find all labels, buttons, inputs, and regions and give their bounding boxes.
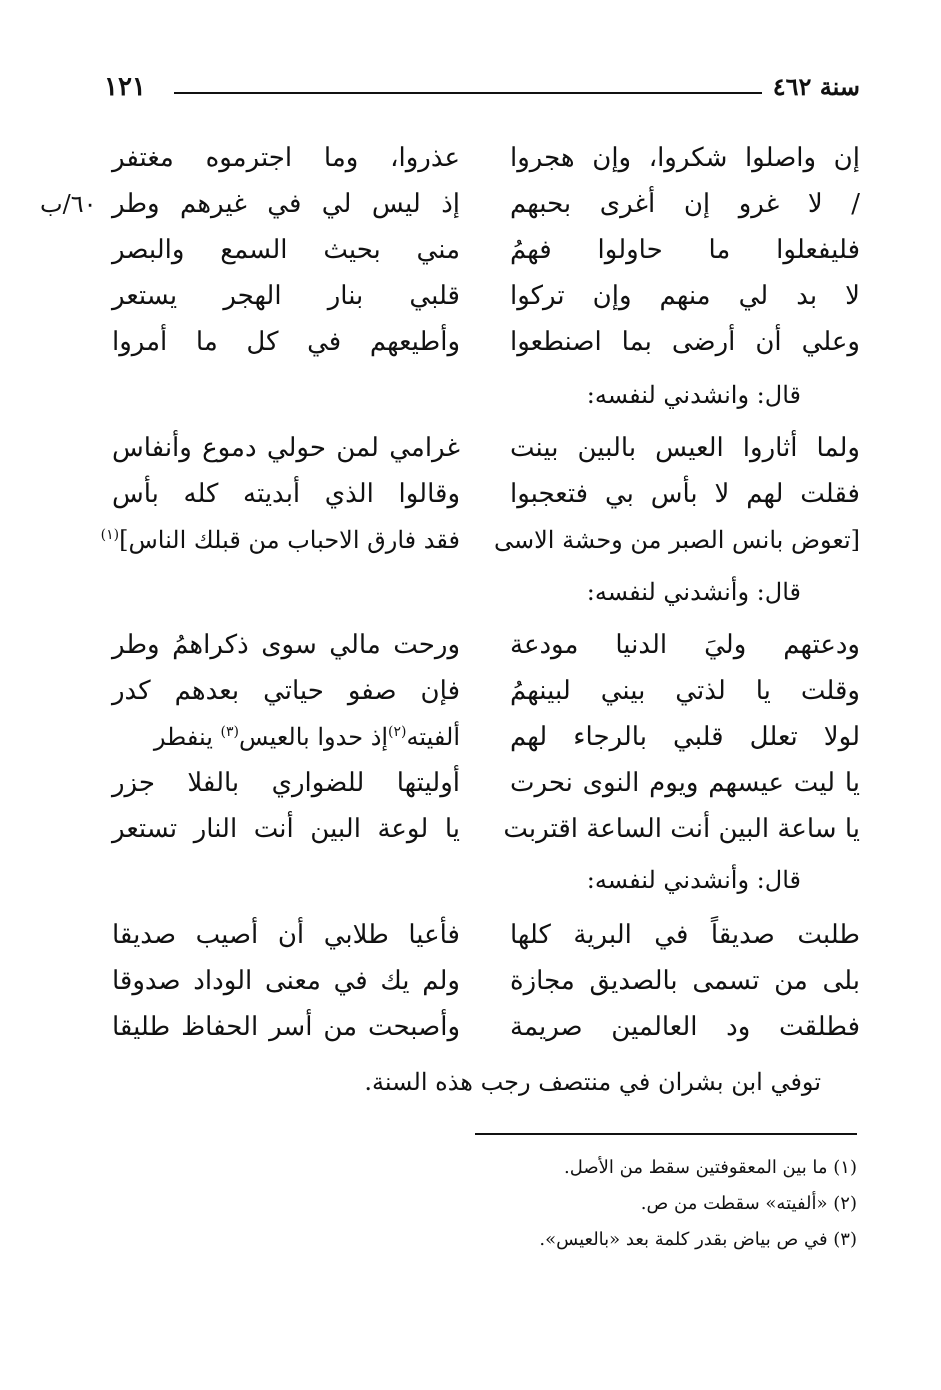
verse (40, 471, 870, 517)
hemistich-second (112, 714, 460, 760)
verse (40, 181, 870, 227)
hemistich-first: وقلت يا لذتي بيني لبينهمُ (510, 676, 860, 706)
verse (40, 319, 870, 365)
hemistich-first: فطلقت ود العالمين صريمة (510, 1012, 860, 1042)
hemistich-second: قلبي بنار الهجر يستعر (112, 281, 460, 311)
hemistich-second: ولم يك في معنى الوداد صدوقا (112, 966, 460, 996)
footnote-ref: (٣) (220, 724, 240, 740)
hemistich-second: إذ ليس لي في غيرهم وطر (112, 189, 460, 219)
hemistich-second: يا لوعة البين أنت النار تستعر (112, 814, 460, 844)
header-rule (174, 92, 762, 94)
hemistich-text: فقد فارق الاحباب من قبلك الناس] (119, 526, 460, 554)
verse (40, 273, 870, 319)
footnote-ref: (١) (100, 527, 120, 543)
hemistich-first: وعلي أن أرضى بما اصنطعوا (510, 327, 860, 357)
verse (40, 622, 870, 668)
hemistich-second: أوليتها للضواري بالفلا جزر (112, 768, 460, 798)
hemistich-first: إن واصلوا شكروا، وإن هجروا (510, 143, 860, 173)
hemistich-second: وأصبحت من أسر الحفاظ طليقا (112, 1012, 460, 1042)
closing-sentence: توفي ابن بشران في منتصف رجب هذه السنة. (364, 1068, 821, 1096)
hemistich-second: ورحت مالي سوى ذكراهمُ وطر (112, 630, 460, 660)
hemistich-second: غرامي لمن حولي دموع وأنفاس (112, 433, 460, 463)
hemistich-first: فليفعلوا ما حاولوا فهمُ (510, 235, 860, 265)
footnote: (١) ما بين المعقوفتين سقط من الأصل. (564, 1157, 857, 1178)
verse (40, 1004, 870, 1050)
hemistich-first: يا ساعة البين أنت الساعة اقتربت (503, 814, 860, 844)
hemistich-second: عذروا، وما اجترموه مغتفر (112, 143, 460, 173)
page-number: ١٢١ (104, 72, 146, 102)
footnotes (539, 1150, 857, 1258)
hemistich-first: لا بد لي منهم وإن تركوا (510, 281, 860, 311)
poem-3 (40, 622, 870, 852)
hemistich-text: ألفيته (406, 723, 460, 751)
footnote-ref: (٢) (388, 724, 407, 740)
hemistich-second: فإن صفو حياتي بعدهم كدر (112, 676, 460, 706)
verse (40, 227, 870, 273)
poem-intro: قال: وأنشدني لنفسه: (586, 866, 801, 894)
verse (40, 668, 870, 714)
verse (40, 760, 870, 806)
header-year: سنة ٤٦٢ (772, 72, 860, 101)
footnote: (٣) في ص بياض بقدر كلمة بعد «بالعيس». (539, 1229, 857, 1250)
verse (40, 135, 870, 181)
hemistich-first: [تعوض بانس الصبر من وحشة الاسى (493, 526, 860, 554)
poem-intro: قال: وانشدني لنفسه: (586, 381, 801, 409)
hemistich-first: بلى من تسمى بالصديق مجازة (510, 966, 860, 996)
footnote-rule (475, 1133, 857, 1135)
hemistich-second: مني بحيث السمع والبصر (112, 235, 460, 265)
hemistich-first: ولما أثاروا العيس بالبين بينت (510, 433, 860, 463)
hemistich-text: ينفطر (153, 723, 221, 751)
verse (40, 425, 870, 471)
hemistich-first: / لا غرو إن أغرى بحبهم (510, 189, 860, 219)
hemistich-first: فقلت لهم لا بأس بي فتعجبوا (510, 479, 860, 509)
hemistich-first: لولا تعلل قلبي بالرجاء لهم (510, 722, 860, 752)
poem-1 (40, 135, 870, 365)
poem-intro: قال: وأنشدني لنفسه: (586, 578, 801, 606)
hemistich-first: ودعتهم وليَ الدنيا مودعة (510, 630, 860, 660)
hemistich-first: طلبت صديقاً في البرية كلها (510, 920, 860, 950)
margin-folio-note: ٦٠/ب (40, 190, 97, 218)
page-header (104, 72, 860, 112)
verse (40, 958, 870, 1004)
poem-2 (40, 425, 870, 563)
hemistich-second (100, 517, 460, 563)
poem-4 (40, 912, 870, 1050)
verse (40, 714, 870, 760)
hemistich-second: فأعيا طلابي أن أصيب صديقا (112, 920, 460, 950)
verse (40, 912, 870, 958)
verse (40, 806, 870, 852)
footnote: (٢) «ألفيته» سقطت من ص. (640, 1193, 857, 1214)
hemistich-second: وقالوا الذي أبديته كله بأس (112, 479, 460, 509)
verse (40, 517, 870, 563)
hemistich-second: وأطيعهم في كل ما أمروا (112, 327, 460, 357)
hemistich-text: إذ حدوا بالعيس (239, 723, 389, 751)
hemistich-first: يا ليت عيسهم ويوم النوى نحرت (510, 768, 860, 798)
